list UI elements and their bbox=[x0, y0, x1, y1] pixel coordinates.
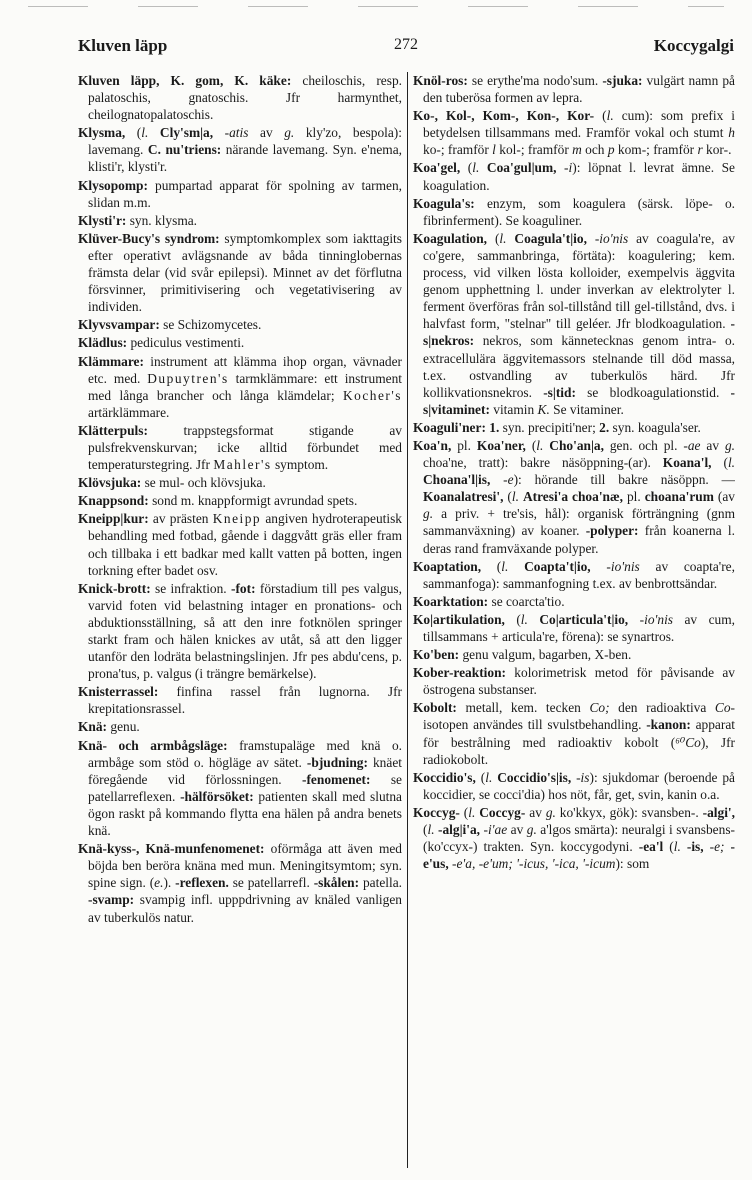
entry-italic: l. bbox=[606, 108, 614, 124]
entry-headword: Koa'gel, bbox=[413, 160, 461, 176]
entry-text: kor-. bbox=[702, 142, 732, 158]
entry-italic: l. bbox=[520, 611, 528, 627]
entry-text: av bbox=[700, 437, 725, 453]
entry-headword: Klysma, bbox=[78, 125, 126, 141]
entry-text: ): sjukdomar (beroende på koccidier, se cocci'dia) hos nöt, får, get, svin, kanin o.a. bbox=[423, 769, 735, 802]
entry-headword: Klysopomp: bbox=[78, 177, 148, 193]
entry-italic: l bbox=[492, 142, 496, 158]
dictionary-entry bbox=[78, 683, 402, 717]
entry-headword: -hälförsöket: bbox=[180, 788, 254, 804]
entry-italic: -e'a, -e'um; '-icus, '-ica, '-icum bbox=[452, 856, 616, 872]
dictionary-entry bbox=[78, 353, 402, 421]
entry-text: oförmåga att även med böjda ben beröra knäna med mun. Meningitsymtom; syn. spine sign. ( bbox=[88, 841, 402, 891]
entry-text: ). bbox=[163, 875, 176, 891]
entry-headword: -s|tid: bbox=[543, 384, 576, 400]
entry-italic: -io'nis bbox=[639, 611, 674, 627]
entry-text: gen. och pl. bbox=[603, 437, 684, 453]
entry-italic: -io'nis bbox=[594, 230, 629, 246]
entry-italic: p bbox=[607, 142, 615, 158]
entry-headword: Klämmare: bbox=[78, 353, 144, 369]
entry-text bbox=[213, 125, 225, 140]
entry-text bbox=[587, 231, 595, 246]
entry-text: ( bbox=[487, 230, 500, 246]
entry-italic: l. bbox=[501, 558, 509, 574]
entry-headword: -s|vitaminet: bbox=[423, 384, 735, 417]
entry-text bbox=[508, 559, 524, 574]
entry-italic: h bbox=[728, 125, 735, 141]
entry-text: sond m. knappformigt avrundad spets. bbox=[148, 493, 358, 509]
entry-text: ( bbox=[459, 804, 469, 820]
entry-italic: K. bbox=[537, 401, 550, 417]
entry-headword: Koagulation, bbox=[413, 230, 488, 246]
entry-text: ( bbox=[504, 611, 521, 627]
entry-headword: Co|articula't|io, bbox=[539, 611, 629, 627]
entry-text: ( bbox=[460, 160, 473, 176]
entry-text: se erythe'ma nodo'sum. bbox=[467, 73, 603, 88]
entry-italic: -is bbox=[576, 769, 590, 785]
entry-italic: ⁶⁰Co bbox=[675, 734, 701, 750]
dictionary-entry bbox=[78, 718, 402, 735]
entry-headword: Knick-brott: bbox=[78, 580, 151, 596]
entry-text bbox=[528, 612, 539, 627]
entry-text: cheiloschis, resp. palatoschis, gnatoschis. Jfr harmynthet, cheilognatopalatoschis. bbox=[88, 73, 402, 123]
dictionary-entry bbox=[413, 769, 735, 803]
entry-headword: Klyvsvampar: bbox=[78, 317, 160, 333]
entry-text: ( bbox=[475, 769, 486, 785]
entry-headword: Knä: bbox=[78, 719, 108, 735]
entry-text bbox=[490, 472, 503, 487]
entry-text: ko'kkyx, gök): svansben-. bbox=[555, 804, 703, 820]
entry-italic: Co; bbox=[589, 700, 610, 716]
entry-text: ): hörande till bakre näsöppn. — bbox=[513, 472, 735, 488]
entry-headword: Knä- och armbågsläge: bbox=[78, 737, 228, 753]
entry-headword: -fenomenet: bbox=[302, 771, 371, 787]
entry-text bbox=[556, 160, 564, 175]
entry-text: vulgärt namn på den tuberösa formen av lepra. bbox=[423, 73, 735, 106]
entry-headword: Kober-reaktion: bbox=[413, 665, 506, 681]
entry-text: syn. klysma. bbox=[126, 212, 198, 228]
entry-text: trappstegsformat stigande av pulsfrekvenskurvan; icke alltid förbundet med temperaturstegring. Jfr bbox=[88, 422, 402, 473]
entry-italic: l. bbox=[485, 769, 493, 785]
entry-italic: -atis bbox=[224, 125, 249, 141]
entry-headword: choana'rum bbox=[644, 489, 714, 505]
entry-text: kolorimetrisk metod för påvisande av östrogena substanser. bbox=[423, 665, 735, 698]
dictionary-entry bbox=[413, 699, 735, 767]
entry-headword: 2. bbox=[599, 419, 610, 435]
right-column bbox=[413, 72, 735, 1180]
entry-headword: Klüver-Bucy's syndrom: bbox=[78, 230, 220, 246]
dictionary-entry bbox=[78, 334, 402, 351]
entry-text: framstupaläge med knä o. armbåge som stöd o. högläge av sätet. bbox=[88, 737, 402, 770]
entry-text: närande lavemang. Syn. e'nema, klisti'r, klysti'r. bbox=[88, 142, 402, 175]
dictionary-entry bbox=[78, 474, 402, 491]
entry-italic: -e; bbox=[709, 839, 725, 855]
entry-italic: l. bbox=[141, 125, 149, 141]
entry-text: av cum, tillsammans + articula're, förena): se synartros. bbox=[423, 611, 735, 644]
entry-text: se patellarrefl. bbox=[228, 875, 314, 891]
entry-headword: Klätterpuls: bbox=[78, 422, 148, 438]
dictionary-entry bbox=[413, 159, 735, 193]
dictionary-entry bbox=[413, 611, 735, 645]
running-head-right: Koccygalgi bbox=[653, 36, 734, 55]
dictionary-entry bbox=[413, 804, 735, 872]
entry-headword: Klövsjuka: bbox=[78, 475, 142, 491]
entry-text: Se vitaminer. bbox=[549, 401, 624, 417]
entry-text: kom-; framför bbox=[614, 142, 698, 158]
entry-text: pl. bbox=[623, 489, 645, 505]
dictionary-entry bbox=[78, 737, 402, 840]
entry-italic: g. bbox=[724, 437, 735, 453]
dictionary-entry bbox=[78, 124, 402, 175]
entry-text: och bbox=[581, 142, 608, 158]
entry-text: knäet föregående vid förlossningen. bbox=[88, 754, 402, 787]
entry-text: av bbox=[248, 125, 285, 141]
entry-text: ): som bbox=[615, 856, 650, 872]
entry-italic: l. bbox=[499, 230, 507, 246]
entry-headword: C. nu'triens: bbox=[147, 142, 222, 158]
entry-headword: -polyper: bbox=[585, 523, 639, 539]
entry-text: av prästen bbox=[148, 511, 213, 527]
dictionary-entry bbox=[78, 212, 402, 229]
entry-italic: -ae bbox=[683, 437, 701, 453]
entry-text: symptom. bbox=[271, 457, 329, 473]
entry-text: ( bbox=[423, 822, 428, 838]
entry-italic: r bbox=[697, 142, 703, 158]
entry-text: av bbox=[525, 804, 546, 820]
entry-spaced-name: Kneipp bbox=[212, 511, 262, 527]
dictionary-entry bbox=[413, 107, 735, 158]
entry-headword: Koa'ner, bbox=[476, 437, 526, 453]
entry-text: se blodkoagulationstid. bbox=[575, 384, 731, 400]
entry-headword: Koa'n, bbox=[413, 437, 452, 453]
entry-text: se mul- och klövsjuka. bbox=[141, 475, 266, 491]
entry-headword: Koccyg- bbox=[413, 804, 460, 820]
entry-text bbox=[591, 559, 607, 574]
entry-text: enzym, som koagulera (särsk. löpe- o. fibrinferment). Se koaguliner. bbox=[423, 195, 735, 228]
dictionary-entry bbox=[413, 72, 735, 106]
entry-headword: -algi', bbox=[702, 804, 735, 820]
entry-italic: -e bbox=[503, 472, 514, 488]
dictionary-entry bbox=[413, 593, 735, 610]
entry-italic: l. bbox=[427, 822, 435, 838]
entry-headword: Coa'gul|um, bbox=[486, 160, 557, 176]
entry-headword: Koccidio's, bbox=[413, 769, 476, 785]
dictionary-entry bbox=[78, 840, 402, 925]
entry-headword: Choana'l|is, bbox=[423, 472, 491, 488]
entry-italic: g. bbox=[423, 506, 434, 522]
entry-headword: Knisterrassel: bbox=[78, 684, 159, 700]
entry-text: pediculus vestimenti. bbox=[127, 335, 245, 351]
entry-headword: -e'us, bbox=[423, 839, 735, 872]
entry-text: -isotopen användes till svulstbehandling. bbox=[423, 700, 735, 733]
entry-italic: -io'nis bbox=[606, 558, 640, 574]
entry-headword: Koanalatresi', bbox=[423, 489, 504, 505]
entry-italic: l. bbox=[536, 437, 544, 453]
entry-text: a'lgos smärta): neuralgi i svansbens-(ko'ccyx-) trakten. Syn. koccygodyni. bbox=[423, 822, 735, 855]
entry-text: av bbox=[507, 822, 527, 838]
entry-text: patienten skall med slutna ögon raskt på kommando flytta ena hälen på andra benets knä. bbox=[88, 788, 402, 839]
entry-spaced-name: Kocher's bbox=[342, 387, 402, 403]
entry-text: kol-; framför bbox=[495, 142, 573, 158]
entry-headword: Coccidio's|is, bbox=[497, 769, 572, 785]
entry-text: genu valgum, bagarben, X-ben. bbox=[459, 647, 632, 663]
entry-text: ( bbox=[711, 455, 728, 471]
entry-headword: Knöl-ros: bbox=[413, 73, 468, 88]
dictionary-entry bbox=[78, 422, 402, 473]
entry-headword: Koaptation, bbox=[413, 558, 482, 574]
entry-text: av coapta're, sammanfoga): sammanfogning t.ex. av benbrottsändar. bbox=[423, 558, 735, 591]
entry-text: symptomkomplex som iakttagits efter operativt avlägsnande av båda tinninglobernas främsta delar (vid svår epilepsi). Minnet av det förflutna försvinner, primitivisering och vegetativisering av individen. bbox=[88, 230, 402, 315]
entry-text: angiven hydroterapeutisk behandling med fotbad, gående i daggvått gräs eller fram och tillbaka i ett badkar med kallt vatten på botten, ingen torkning efter badet osv. bbox=[88, 511, 402, 578]
entry-italic: -i bbox=[564, 160, 573, 176]
entry-text: ( bbox=[125, 125, 142, 141]
entry-headword: Koagula's: bbox=[413, 195, 475, 211]
entry-headword: Ko|artikulation, bbox=[413, 611, 505, 627]
entry-headword: Coagula't|io, bbox=[514, 230, 587, 246]
entry-text: ( bbox=[481, 558, 502, 574]
entry-headword: Ko-, Kol-, Kom-, Kon-, Kor- bbox=[413, 108, 595, 124]
entry-italic: g. bbox=[526, 822, 537, 838]
entry-text bbox=[479, 160, 487, 175]
entry-headword: Koaguli'ner: bbox=[413, 419, 486, 435]
entry-text: patella. bbox=[359, 875, 402, 891]
dictionary-entry bbox=[78, 230, 402, 315]
entry-headword: -svamp: bbox=[88, 892, 135, 908]
entry-text bbox=[628, 612, 639, 627]
entry-headword: Kobolt: bbox=[413, 700, 457, 716]
entry-italic: g. bbox=[545, 804, 556, 820]
entry-text: a priv. + tre'sis, hål): organisk förträngning (gnm sammanväxning) av koaner. bbox=[423, 506, 735, 539]
entry-text: genu. bbox=[107, 719, 140, 735]
entry-italic: l. bbox=[468, 804, 476, 820]
entry-headword: -s|nekros: bbox=[423, 316, 735, 349]
entry-text: se coarcta'tio. bbox=[488, 593, 565, 609]
entry-text: instrument att klämma ihop organ, vävnader etc. med. bbox=[88, 353, 402, 386]
entry-headword: Kluven läpp, K. gom, K. käke: bbox=[78, 73, 292, 88]
entry-text: svampig infl. upppdrivning av knäled vanligen av tuberkulös natur. bbox=[88, 892, 402, 925]
entry-headword: -kanon: bbox=[646, 717, 691, 733]
entry-text: ), Jfr radiokobolt. bbox=[423, 734, 735, 767]
dictionary-entry bbox=[413, 664, 735, 698]
entry-text: tarmklämmare: ett instrument med långa brancher och långa klämdelar; bbox=[88, 370, 402, 403]
entry-text: nekros, som kännetecknas genom intra- o. extracellulära äggvitemassors stelnande till död massa, t.ex. ostvandling av tuberkulös härd. Jfr kollikvationsnekros. bbox=[423, 333, 735, 400]
entry-italic: l. bbox=[511, 489, 519, 505]
entry-headword: -fot: bbox=[231, 580, 256, 596]
dictionary-entry bbox=[413, 419, 735, 436]
dictionary-entry bbox=[78, 316, 402, 333]
entry-headword: -reflexen. bbox=[175, 875, 229, 891]
entry-text: metall, kem. tecken bbox=[456, 700, 590, 716]
entry-headword: -ea'l bbox=[638, 839, 664, 855]
entry-text: ko-; framför bbox=[423, 142, 493, 158]
dictionary-entry bbox=[413, 195, 735, 229]
entry-text: ( bbox=[594, 108, 607, 124]
entry-text: från koanerna l. deras rand framväxande polyper. bbox=[423, 523, 735, 556]
entry-headword: Knä-kyss-, Knä-munfenomenet: bbox=[78, 841, 265, 857]
entry-italic: m bbox=[572, 142, 582, 158]
entry-headword: -skålen: bbox=[313, 875, 360, 891]
entry-headword: Klysti'r: bbox=[78, 212, 127, 228]
entry-text: syn. koagula'ser. bbox=[609, 419, 701, 435]
column-divider bbox=[407, 72, 408, 1168]
entry-text: ( bbox=[525, 437, 537, 453]
page-header bbox=[78, 36, 734, 66]
entry-headword: Coccyg- bbox=[479, 804, 526, 820]
entry-text: finfina rassel från lugnorna. Jfr krepitationsrassel. bbox=[88, 684, 402, 717]
entry-headword: Kneipp|kur: bbox=[78, 511, 149, 527]
entry-italic: l. bbox=[673, 839, 681, 855]
entry-headword: Ko'ben: bbox=[413, 647, 460, 663]
dictionary-entry bbox=[413, 558, 735, 592]
dictionary-entry bbox=[78, 72, 402, 123]
entry-italic: l. bbox=[727, 455, 735, 471]
entry-headword: Cho'an|a, bbox=[549, 437, 604, 453]
entry-headword: Atresi'a choa'næ, bbox=[522, 489, 624, 505]
entry-headword: -is, bbox=[686, 839, 704, 855]
entry-italic: g. bbox=[284, 125, 295, 141]
entry-text: av coagula're, av co'gere, sammanbringa, förtäta): koagulering; kem. process, vid vilken lösta kolloider, exempelvis äggvita genom upphettning l. under inverkan av elektrolyter l. ferment överföras från sol-tillstånd till gel-tillstånd, dvs. i halvfast form, "stelnar" till geléer. Jfr blodkoagulation. bbox=[423, 230, 735, 332]
entry-text: den radioaktiva bbox=[609, 700, 715, 716]
entry-italic: e. bbox=[154, 875, 164, 891]
entry-headword: Knappsond: bbox=[78, 493, 149, 509]
entry-text: ( bbox=[503, 489, 512, 505]
page-number: 272 bbox=[394, 36, 418, 53]
entry-text bbox=[148, 125, 160, 140]
entry-text: pumpartad apparat för spolning av tarmen, slidan m.m. bbox=[88, 177, 402, 210]
entry-text: se Schizomycetes. bbox=[159, 317, 262, 333]
entry-headword: Cly'sm|a, bbox=[159, 125, 214, 141]
entry-text: kly'zo, bespola): lavemang. bbox=[88, 125, 402, 158]
dictionary-entry bbox=[413, 230, 735, 418]
entry-headword: Coapta't|io, bbox=[524, 558, 591, 574]
entry-headword: -sjuka: bbox=[602, 73, 643, 88]
dictionary-entry bbox=[413, 646, 735, 663]
entry-headword: 1. bbox=[489, 419, 500, 435]
entry-text: förstadium till pes valgus, varvid foten vid belastning intager en pronations- och abduktionsställning, så att den inre fotknölen springer starkt fram och hälen knickes av utåt, så att den ligger utanför den lodräta belastningslinjen. Jfr pes abdu'cens, p. prona'tus, p. valgus (i trängre bemärkelse). bbox=[88, 580, 402, 682]
entry-spaced-name: Mahler's bbox=[213, 457, 272, 473]
dictionary-entry bbox=[78, 492, 402, 509]
entry-text: (av bbox=[713, 489, 735, 505]
entry-text: apparat för bestrålning med radioaktiv kobolt ( bbox=[423, 717, 735, 750]
entry-italic: l. bbox=[472, 160, 480, 176]
entry-italic: Co bbox=[714, 700, 731, 716]
entry-headword: -bjudning: bbox=[306, 754, 368, 770]
entry-text: pl. bbox=[451, 437, 477, 453]
entry-headword: Koarktation: bbox=[413, 593, 489, 609]
left-column bbox=[78, 72, 402, 1180]
dictionary-entry bbox=[78, 580, 402, 683]
dictionary-entry bbox=[413, 437, 735, 557]
entry-text: ): löpnat l. levrat ämne. Se koagulation. bbox=[423, 160, 735, 193]
entry-text: cum): som prefix i betydelsen tillsammans med. Framför vokal och stumt bbox=[423, 108, 735, 141]
entry-headword: Koana'l, bbox=[662, 455, 712, 471]
entry-italic: -i'ae bbox=[483, 822, 508, 838]
entry-text: se infraktion. bbox=[150, 580, 231, 596]
entry-headword: Klädlus: bbox=[78, 335, 128, 351]
entry-text: ( bbox=[663, 839, 674, 855]
entry-text: vitamin bbox=[489, 401, 538, 417]
top-edge-line bbox=[28, 6, 724, 7]
running-head-left: Kluven läpp bbox=[78, 36, 168, 55]
entry-text: artärklämmare. bbox=[88, 404, 170, 420]
entry-text: syn. precipiti'ner; bbox=[499, 419, 600, 435]
dictionary-entry bbox=[78, 510, 402, 578]
entry-text: se patellarreflexen. bbox=[88, 771, 402, 804]
dictionary-entry bbox=[78, 177, 402, 211]
entry-headword: -alg|i'a, bbox=[438, 822, 481, 838]
entry-text: choa'ne, tratt): bakre näsöppning-(ar). bbox=[423, 455, 663, 471]
entry-spaced-name: Dupuytren's bbox=[147, 370, 229, 386]
